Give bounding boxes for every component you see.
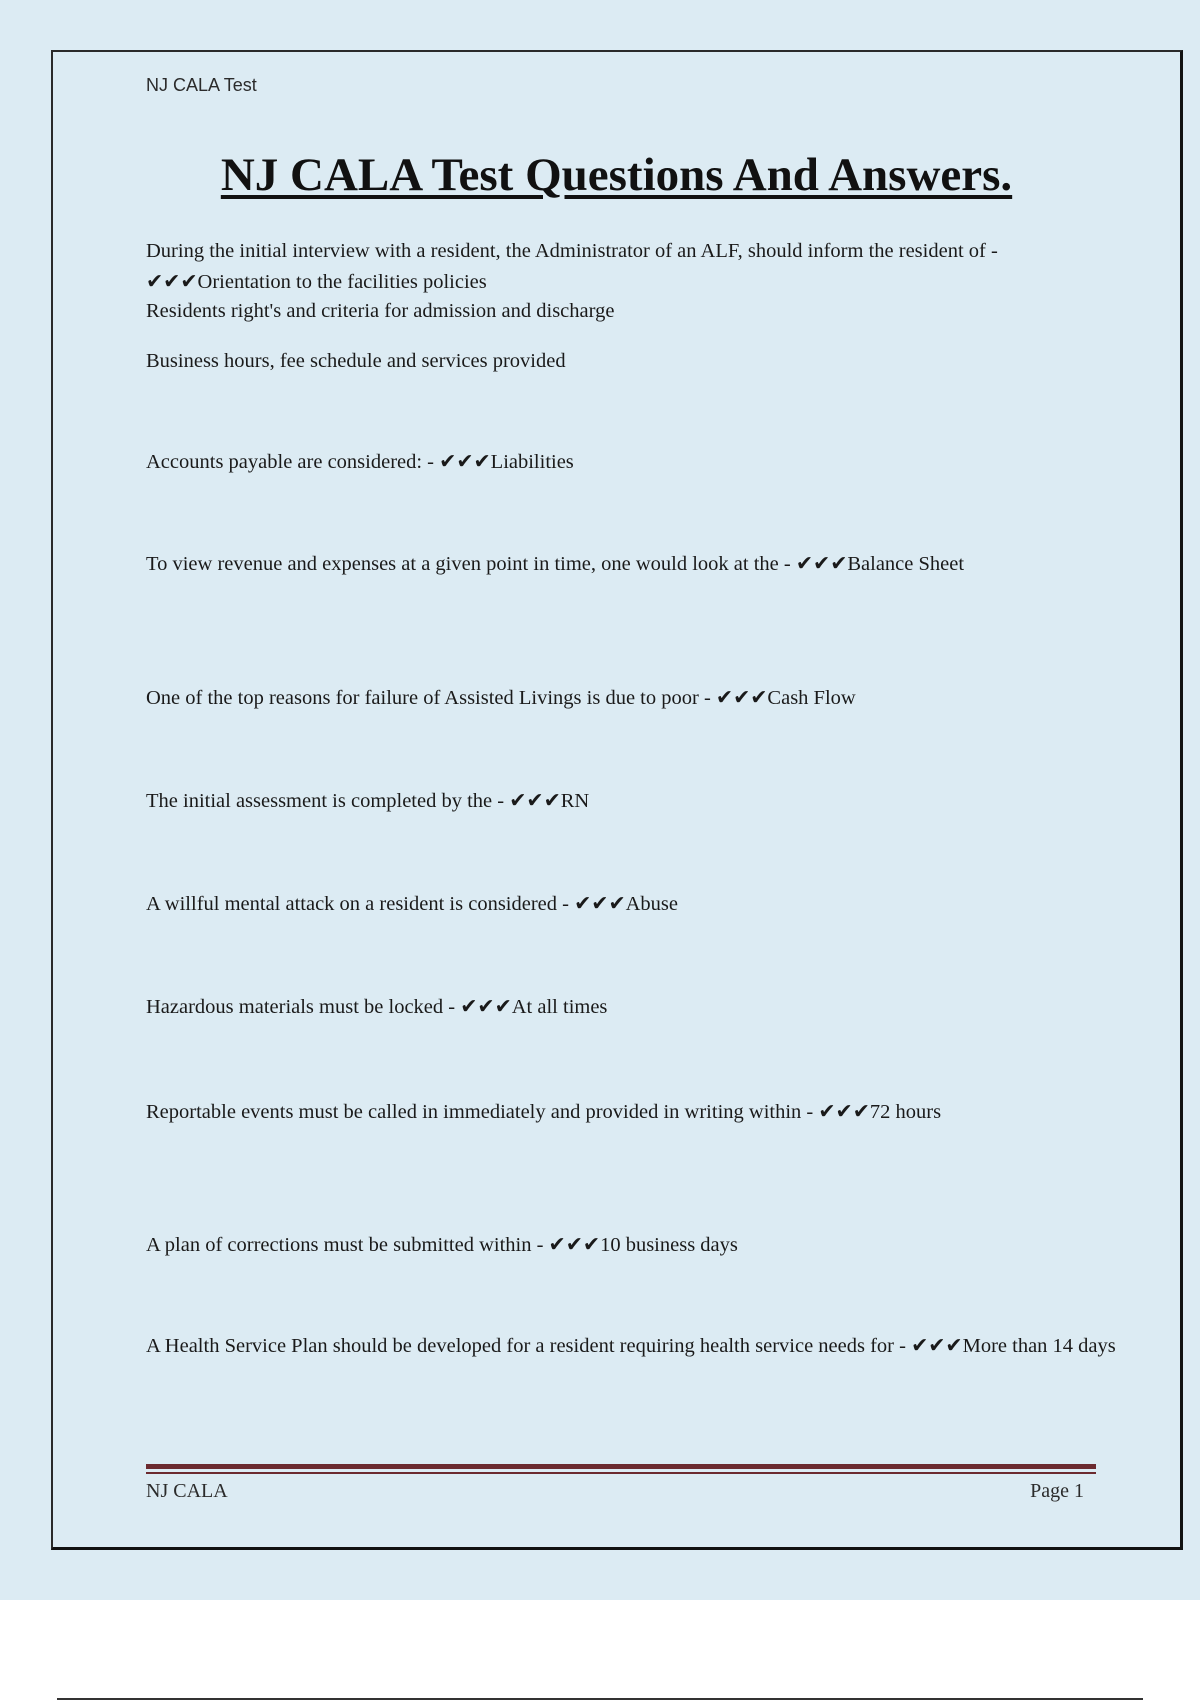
document-page	[51, 50, 1183, 1550]
footer-divider-thin	[146, 1472, 1096, 1474]
qa-item: During the initial interview with a resident, the Administrator of an ALF, should inform the resident of - ✔✔✔Orientation to the facilities policies	[146, 240, 998, 293]
page-number: Page 1	[1030, 1480, 1084, 1502]
qa-item: One of the top reasons for failure of Assisted Livings is due to poor - ✔✔✔Cash Flow	[146, 687, 856, 709]
qa-item: Residents right's and criteria for admission and discharge	[146, 300, 615, 322]
qa-item: The initial assessment is completed by the - ✔✔✔RN	[146, 790, 590, 812]
qa-item: To view revenue and expenses at a given point in time, one would look at the - ✔✔✔Balance Sheet	[146, 553, 965, 575]
footer-divider	[146, 1464, 1096, 1469]
footer-label: NJ CALA	[146, 1480, 228, 1502]
qa-item: A plan of corrections must be submitted within - ✔✔✔10 business days	[146, 1234, 738, 1256]
qa-item: Reportable events must be called in immediately and provided in writing within - ✔✔✔72 hours	[146, 1101, 942, 1123]
document-title: NJ CALA Test Questions And Answers.	[220, 149, 1013, 201]
qa-item: Hazardous materials must be locked - ✔✔✔At all times	[146, 996, 608, 1018]
qa-item: A willful mental attack on a resident is considered - ✔✔✔Abuse	[146, 893, 679, 915]
qa-item: Accounts payable are considered: - ✔✔✔Liabilities	[146, 451, 574, 473]
qa-item: Business hours, fee schedule and services provided	[146, 350, 566, 372]
page-header: NJ CALA Test	[146, 75, 257, 95]
qa-item: A Health Service Plan should be developed for a resident requiring health service needs for - ✔✔✔More than 14 days	[146, 1335, 1116, 1357]
